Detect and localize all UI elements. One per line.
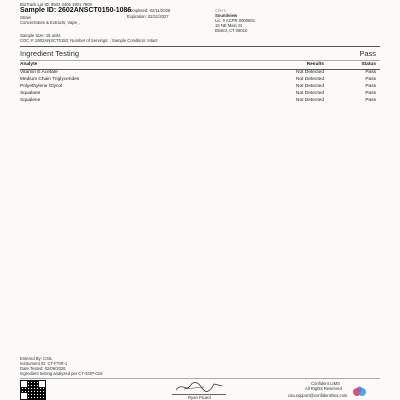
analyte-result: Not Detected xyxy=(296,98,324,103)
support-email: csa.support@confidentlims.com xyxy=(288,393,348,398)
client-license: Lic. # ACPR.0000681 xyxy=(215,18,256,23)
analyte-status: Pass xyxy=(365,98,376,103)
section-divider-top xyxy=(20,46,380,47)
date-tested: Date Tested: 02/06/2026 xyxy=(20,366,66,371)
analyte-result: Not Detected xyxy=(296,70,324,75)
analyte-name: Vitamin E Acetate xyxy=(20,70,58,75)
signature-image xyxy=(174,380,224,394)
column-header-status: Status xyxy=(361,62,376,67)
analyte-name: Squalane xyxy=(20,91,41,96)
sample-id: Sample ID: 2602ANSCT0150-1086 xyxy=(20,7,132,14)
analyte-status: Pass xyxy=(365,70,376,75)
section-title: Ingredient Testing xyxy=(20,49,80,58)
table-header-divider xyxy=(20,69,380,70)
instrument-id: Instrument ID: CT-FTIR-1 xyxy=(20,361,68,366)
analyte-status: Pass xyxy=(365,77,376,82)
column-header-analyte: Analyte xyxy=(20,62,38,67)
method-note: Ingredient testing analyzed per CT-SOP-015 xyxy=(20,371,103,376)
expiration-date: Expiration: 02/11/2027 xyxy=(127,14,169,19)
strain-label: Strain xyxy=(20,15,31,20)
client-name: Soundview xyxy=(215,13,238,18)
qr-code xyxy=(20,380,46,400)
matrix-type: Concentrates & Extracts, Vape, , xyxy=(20,20,81,25)
analyte-name: Medium Chain Triglycerides xyxy=(20,77,80,82)
client-city: Bristol, CT 06010 xyxy=(215,28,248,33)
analyte-result: Not Detected xyxy=(296,91,324,96)
signer-name: Ryan Picard xyxy=(188,395,211,400)
entered-by: Entered By: CSIL xyxy=(20,356,53,361)
analyte-status: Pass xyxy=(365,91,376,96)
section-status: Pass xyxy=(359,49,376,58)
copyright-note: All Rights Reserved xyxy=(305,386,342,391)
client-label: Client xyxy=(215,8,226,13)
column-header-results: Results xyxy=(306,62,324,67)
analyte-status: Pass xyxy=(365,84,376,89)
analyte-result: Not Detected xyxy=(296,77,324,82)
footer-divider xyxy=(20,378,380,379)
company-logo-icon xyxy=(352,386,368,398)
coc-info: COC #: 2602ANSCT0150; Number of Servings: ; Sample Condition: Intact xyxy=(20,38,158,43)
analyte-name: Squalene xyxy=(20,98,41,103)
section-divider-bottom xyxy=(20,60,380,61)
company-name: Confident LIMS xyxy=(311,381,340,386)
analyte-result: Not Detected xyxy=(296,84,324,89)
completed-date: Completed: 02/11/2026 xyxy=(127,8,171,13)
client-address: 15 NE Main St xyxy=(215,23,242,28)
sample-size: Sample Size: 15 units xyxy=(20,33,61,38)
analyte-name: Polyethylene Glycol xyxy=(20,84,63,89)
biotrack-lot-id: BioTrack Lot ID: 9502 4405 1901 7808 xyxy=(20,2,92,7)
